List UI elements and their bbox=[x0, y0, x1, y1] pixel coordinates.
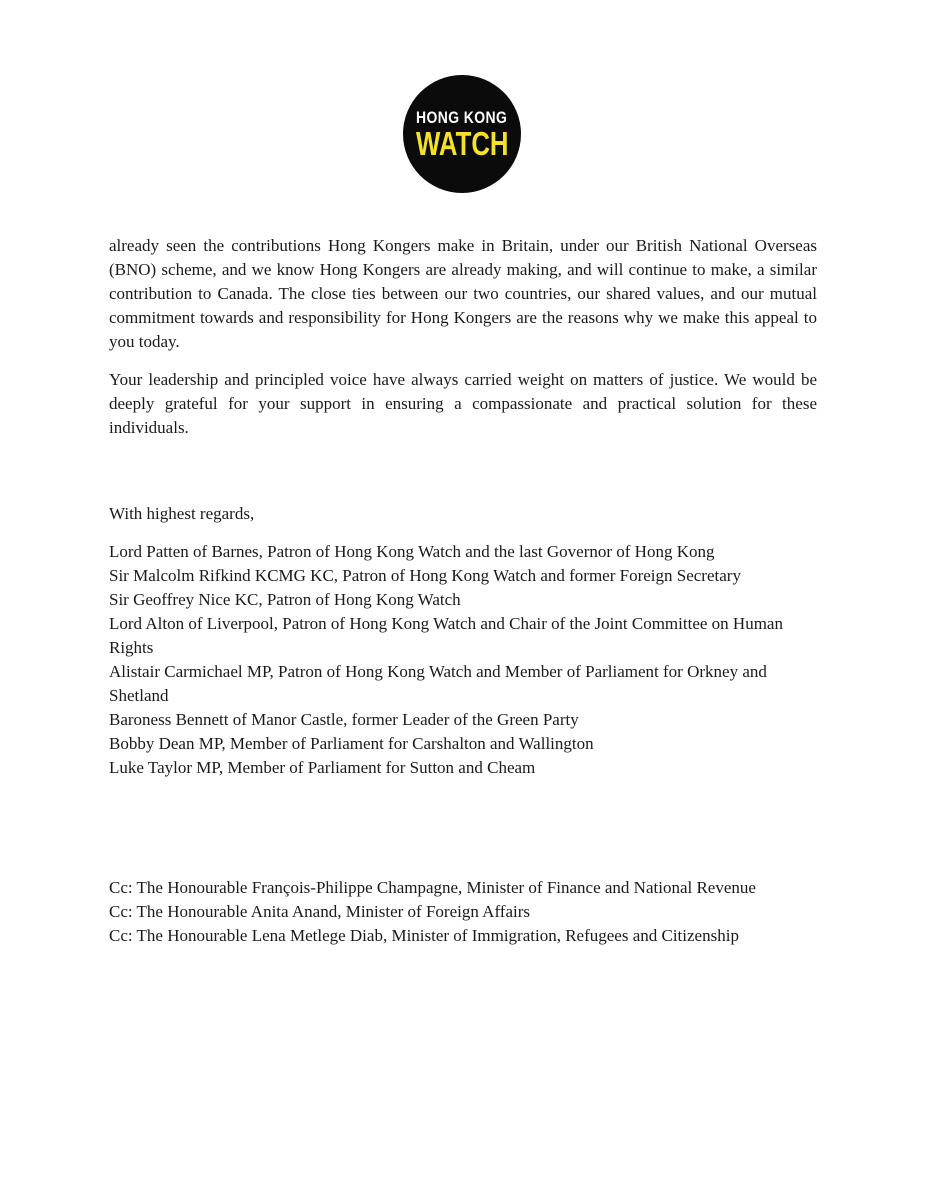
closing-salutation: With highest regards, bbox=[109, 504, 255, 523]
signatory-item: Lord Alton of Liverpool, Patron of Hong Kong Watch and Chair of the Joint Committee on Human Rights bbox=[109, 614, 783, 657]
cc-item: Cc: The Honourable Anita Anand, Minister of Foreign Affairs bbox=[109, 902, 530, 921]
signatory-item: Alistair Carmichael MP, Patron of Hong Kong Watch and Member of Parliament for Orkney and Shetland bbox=[109, 662, 767, 705]
hong-kong-watch-logo bbox=[403, 75, 521, 193]
body-paragraph: Your leadership and principled voice have always carried weight on matters of justice. We would be deeply grateful for your support in ensuring a compassionate and practical solution for these individuals. bbox=[109, 370, 817, 437]
logo-text-line1: HONG KONG bbox=[416, 107, 508, 127]
signatory-item: Luke Taylor MP, Member of Parliament for Sutton and Cheam bbox=[109, 758, 536, 777]
logo-text-line2: WATCH bbox=[415, 124, 509, 162]
signatory-item: Sir Geoffrey Nice KC, Patron of Hong Kong Watch bbox=[109, 590, 461, 609]
signatory-item: Baroness Bennett of Manor Castle, former Leader of the Green Party bbox=[109, 710, 579, 729]
signatory-item: Bobby Dean MP, Member of Parliament for Carshalton and Wallington bbox=[109, 734, 594, 753]
signatory-item: Sir Malcolm Rifkind KCMG KC, Patron of Hong Kong Watch and former Foreign Secretary bbox=[109, 566, 741, 585]
cc-item: Cc: The Honourable François-Philippe Champagne, Minister of Finance and National Revenue bbox=[109, 878, 756, 897]
cc-item: Cc: The Honourable Lena Metlege Diab, Minister of Immigration, Refugees and Citizenship bbox=[109, 926, 739, 945]
signatory-list bbox=[109, 540, 817, 780]
letter-body bbox=[109, 234, 817, 948]
cc-list bbox=[109, 876, 817, 948]
signatory-item: Lord Patten of Barnes, Patron of Hong Kong Watch and the last Governor of Hong Kong bbox=[109, 542, 715, 561]
body-paragraph: already seen the contributions Hong Kongers make in Britain, under our British National Overseas (BNO) scheme, and we know Hong Kongers are already making, and will continue to make, a similar contribution to Canada. The close ties between our two countries, our shared values, and our mutual commitment towards and responsibility for Hong Kongers are the reasons why we make this appeal to you today. bbox=[109, 236, 817, 351]
